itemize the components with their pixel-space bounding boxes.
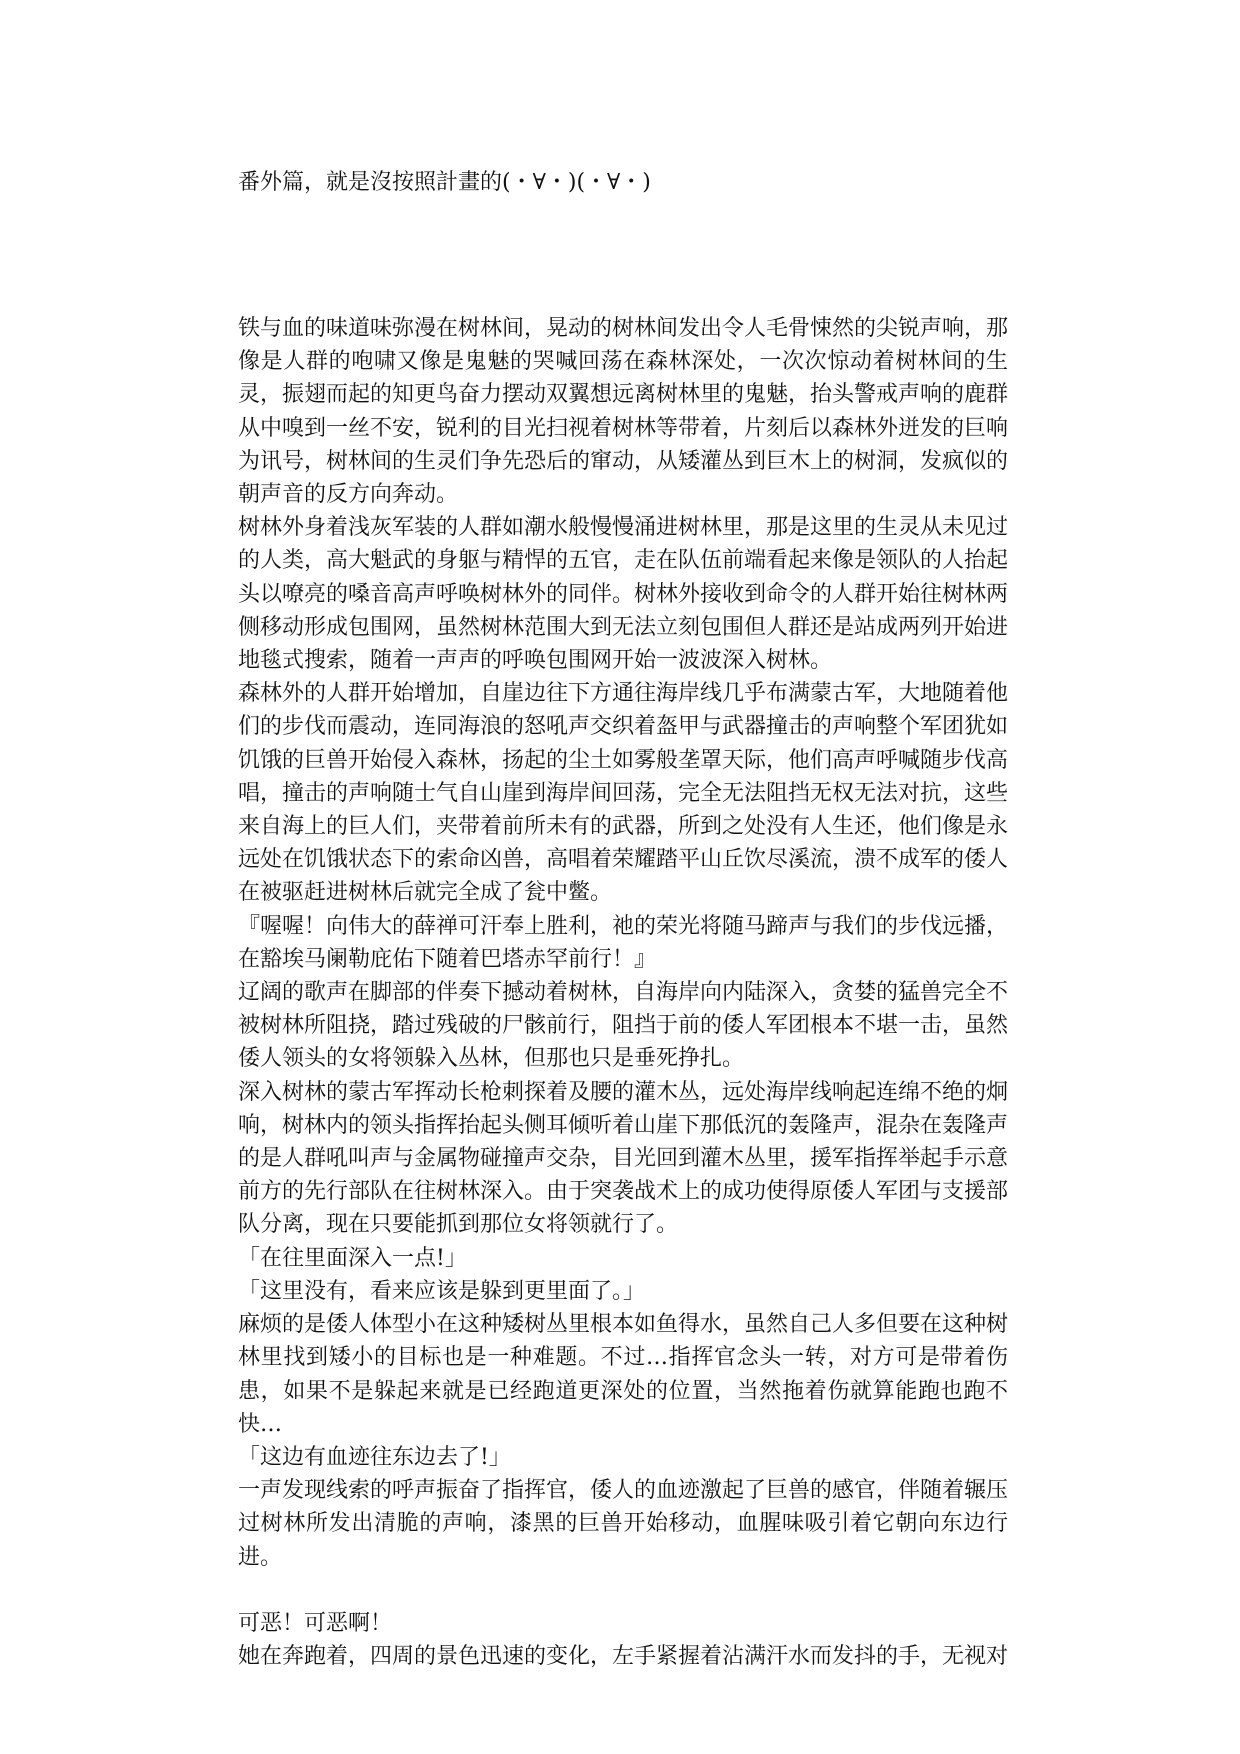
paragraph: 深入树林的蒙古军挥动长枪刺探着及腰的灌木丛，远处海岸线响起连绵不绝的炯响，树林内的领头指挥抬起头侧耳倾听着山崖下那低沉的轰隆声，混杂在轰隆声的是人群吼叫声与金属物碰撞声交杂，目光回到灌木丛里，援军指挥举起手示意前方的先行部队在往树林深入。由于突袭战术上的成功使得原倭人军团与支援部队分离，现在只要能抓到那位女将领就行了。	[238, 1079, 1009, 1238]
blank-line	[238, 1574, 1008, 1607]
author-note: 番外篇，就是沒按照計畫的(・∀・)(・∀・)	[238, 170, 651, 195]
paragraph: 铁与血的味道味弥漫在树林间，晃动的树林间发出令人毛骨悚然的尖锐声响，那像是人群的咆啸又像是鬼魅的哭喊回荡在森林深处，一次次惊动着树林间的生灵，振翅而起的知更鸟奋力摆动双翼想远离树林里的鬼魅，抬头警戒声响的鹿群从中嗅到一丝不安，锐利的目光扫视着树林等带着，片刻后以森林外迸发的巨响为讯号，树林间的生灵们争先恐后的窜动，从矮灌丛到巨木上的树洞，发疯似的朝声音的反方向奔动。	[238, 316, 1009, 508]
dialogue-line: 「这里没有，看来应该是躲到更里面了。」	[238, 1278, 646, 1304]
paragraph: 一声发现线索的呼声振奋了指挥官，倭人的血迹激起了巨兽的感官，伴随着辗压过树林所发出清脆的声响，漆黑的巨兽开始移动，血腥味吸引着它朝向东边行进。	[238, 1478, 1009, 1570]
paragraph: 辽阔的歌声在脚部的伴奏下撼动着树林，自海岸向内陆深入，贪婪的猛兽完全不被树林所阻挠，踏过残破的尸骸前行，阻挡于前的倭人军团根本不堪一击，虽然倭人领头的女将领躲入丛林，但那也只是垂死挣扎。	[238, 980, 1009, 1072]
paragraph: 她在奔跑着，四周的景色迅速的变化，左手紧握着沾满汗水而发抖的手，无视对	[238, 1644, 1009, 1670]
paragraph: 可恶！可恶啊！	[238, 1610, 393, 1636]
paragraph: 森林外的人群开始增加，自崖边往下方通往海岸线几乎布满蒙古军，大地随着他们的步伐而震动，连同海浪的怒吼声交织着盔甲与武器撞击的声响整个军团犹如饥饿的巨兽开始侵入森林，扬起的尘土如雾般垄罩天际，他们高声呼喊随步伐高唱，撞击的声响随士气自山崖到海岸间回荡，完全无法阻挡无权无法对抗，这些来自海上的巨人们，夹带着前所未有的武器，所到之处没有人生还，他们像是永远处在饥饿状态下的索命凶兽，高唱着荣耀踏平山丘饮尽溪流，溃不成军的倭人在被驱赶进树林后就完全成了瓮中鳖。	[238, 681, 1009, 906]
dialogue-line: 「这边有血迹往东边去了!」	[238, 1444, 511, 1470]
paragraph: 树林外身着浅灰军装的人群如潮水般慢慢涌进树林里，那是这里的生灵从未见过的人类，高大魁武的身躯与精悍的五官，走在队伍前端看起来像是领队的人抬起头以嘹亮的嗓音高声呼唤树林外的同伴。树林外接收到命令的人群开始往树林两侧移动形成包围网，虽然树林范围大到无法立刻包围但人群还是站成两列开始进地毯式搜索，随着一声声的呼唤包围网开始一波波深入树林。	[238, 515, 1009, 674]
dialogue-line: 「在往里面深入一点!」	[238, 1245, 467, 1271]
dialogue-line: 『喔喔！向伟大的薛禅可汗奉上胜利，祂的荣光将随马蹄声与我们的步伐远播，在豁埃马阑勒庇佑下随着巴塔赤罕前行！』	[238, 913, 1009, 972]
story-body	[238, 312, 1008, 1673]
paragraph: 麻烦的是倭人体型小在这种矮树丛里根本如鱼得水，虽然自己人多但要在这种树林里找到矮小的目标也是一种难题。不过…指挥官念头一转，对方可是带着伤患，如果不是躲起来就是已经跑道更深处的位置，当然拖着伤就算能跑也跑不快…	[238, 1312, 1009, 1437]
